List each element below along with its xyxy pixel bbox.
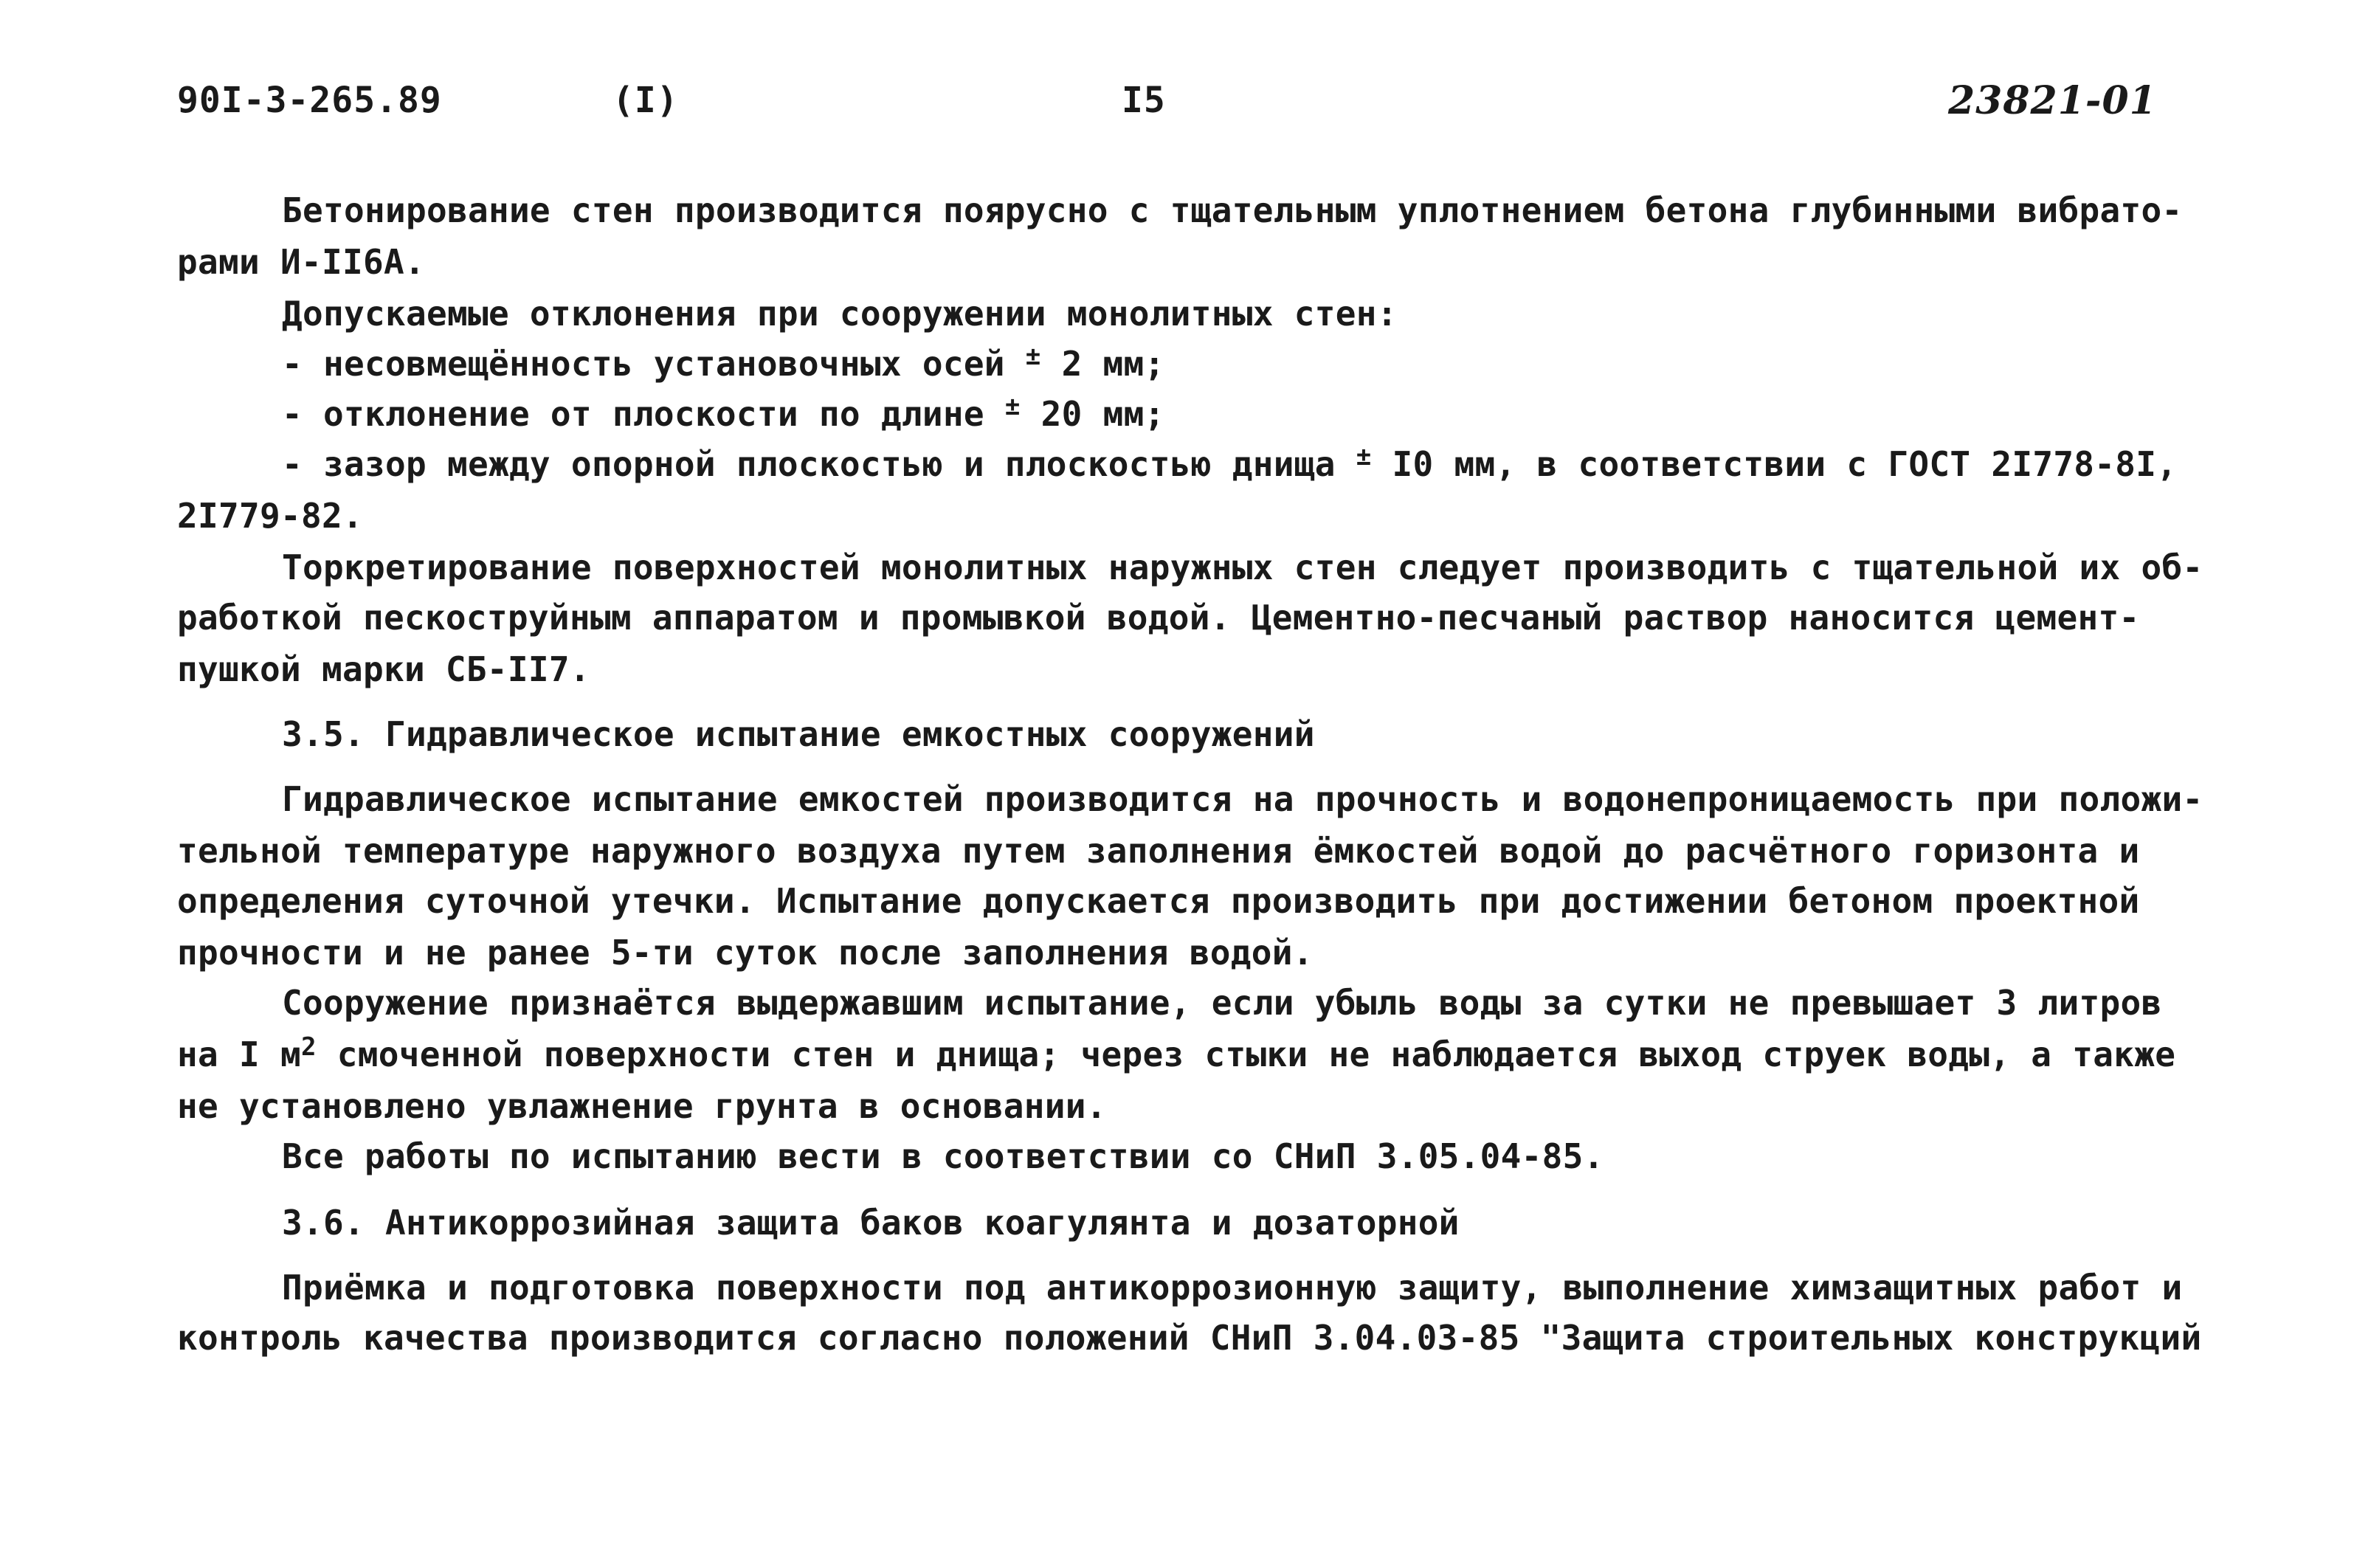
- paragraph-line: Все работы по испытанию вести в соответствии со СНиП 3.05.04-85.: [282, 1136, 1604, 1176]
- paragraph-line: Гидравлическое испытание емкостей производится на прочность и водонепроницаемость при положи-: [282, 779, 2203, 819]
- list-item-text: 2 мм;: [1040, 344, 1165, 384]
- plus-minus-sign: ±: [1356, 442, 1372, 472]
- section-heading: 3.6. Антикоррозийная защита баков коагулянта и дозаторной: [282, 1203, 1460, 1243]
- list-item-text: - зазор между опорной плоскостью и плоскостью днища: [282, 444, 1356, 484]
- paragraph-text: смоченной поверхности стен и днища; через стыки не наблюдается выход струек воды, а также: [316, 1035, 2176, 1074]
- paragraph-line: 2I779-82.: [177, 496, 363, 536]
- paragraph-line: [177, 1032, 2176, 1074]
- page-number: I5: [1122, 80, 1166, 121]
- paragraph-line: определения суточной утечки. Испытание допускается производить при достижении бетоном проектной: [177, 881, 2140, 921]
- section-heading: 3.5. Гидравлическое испытание емкостных сооружений: [282, 714, 1315, 754]
- paragraph-line: не установлено увлажнение грунта в основании.: [177, 1086, 1107, 1126]
- paragraph-line: рами И-II6А.: [177, 242, 425, 282]
- list-item: [282, 342, 1165, 384]
- paragraph-line: Торкретирование поверхностей монолитных наружных стен следует производить с тщательной их об-: [282, 548, 2203, 587]
- paragraph-line: Бетонирование стен производится поярусно с тщательным уплотнением бетона глубинными вибрато-: [282, 190, 2183, 230]
- list-item-text: - отклонение от плоскости по длине: [282, 394, 1005, 434]
- plus-minus-sign: ±: [1025, 342, 1041, 371]
- inventory-number: 23821-01: [1948, 78, 2157, 123]
- paragraph-line: пушкой марки СБ-II7.: [177, 649, 590, 689]
- list-item-text: - несовмещённость установочных осей: [282, 344, 1026, 384]
- list-item-text: 20 мм;: [1020, 394, 1165, 434]
- list-item: [282, 442, 2178, 484]
- paragraph-line: прочности и не ранее 5-ти суток после заполнения водой.: [177, 933, 1314, 973]
- superscript: 2: [300, 1032, 317, 1062]
- paragraph-line: Сооружение признаётся выдержавшим испытание, если убыль воды за сутки не превышает 3 литров: [282, 983, 2162, 1023]
- volume-number: (I): [612, 80, 679, 121]
- paragraph-line: тельной температуре наружного воздуха путем заполнения ёмкостей водой до расчётного горизонта и: [177, 831, 2140, 871]
- paragraph-line: работкой пескоструйным аппаратом и промывкой водой. Цементно-песчаный раствор наносится цемент-: [177, 598, 2140, 638]
- paragraph-line: Приёмка и подготовка поверхности под антикоррозионную защиту, выполнение химзащитных работ и: [282, 1268, 2183, 1308]
- list-item: [282, 392, 1165, 434]
- document-code: 90I-3-265.89: [177, 80, 442, 121]
- paragraph-text: на I м: [177, 1035, 301, 1074]
- paragraph-line: контроль качества производится согласно положений СНиП 3.04.03-85 "Защита строительных конструкций: [177, 1318, 2202, 1358]
- list-item-text: I0 мм, в соответствии с ГОСТ 2I778-8I,: [1371, 444, 2178, 484]
- paragraph-line: Допускаемые отклонения при сооружении монолитных стен:: [282, 294, 1398, 334]
- plus-minus-sign: ±: [1004, 392, 1021, 421]
